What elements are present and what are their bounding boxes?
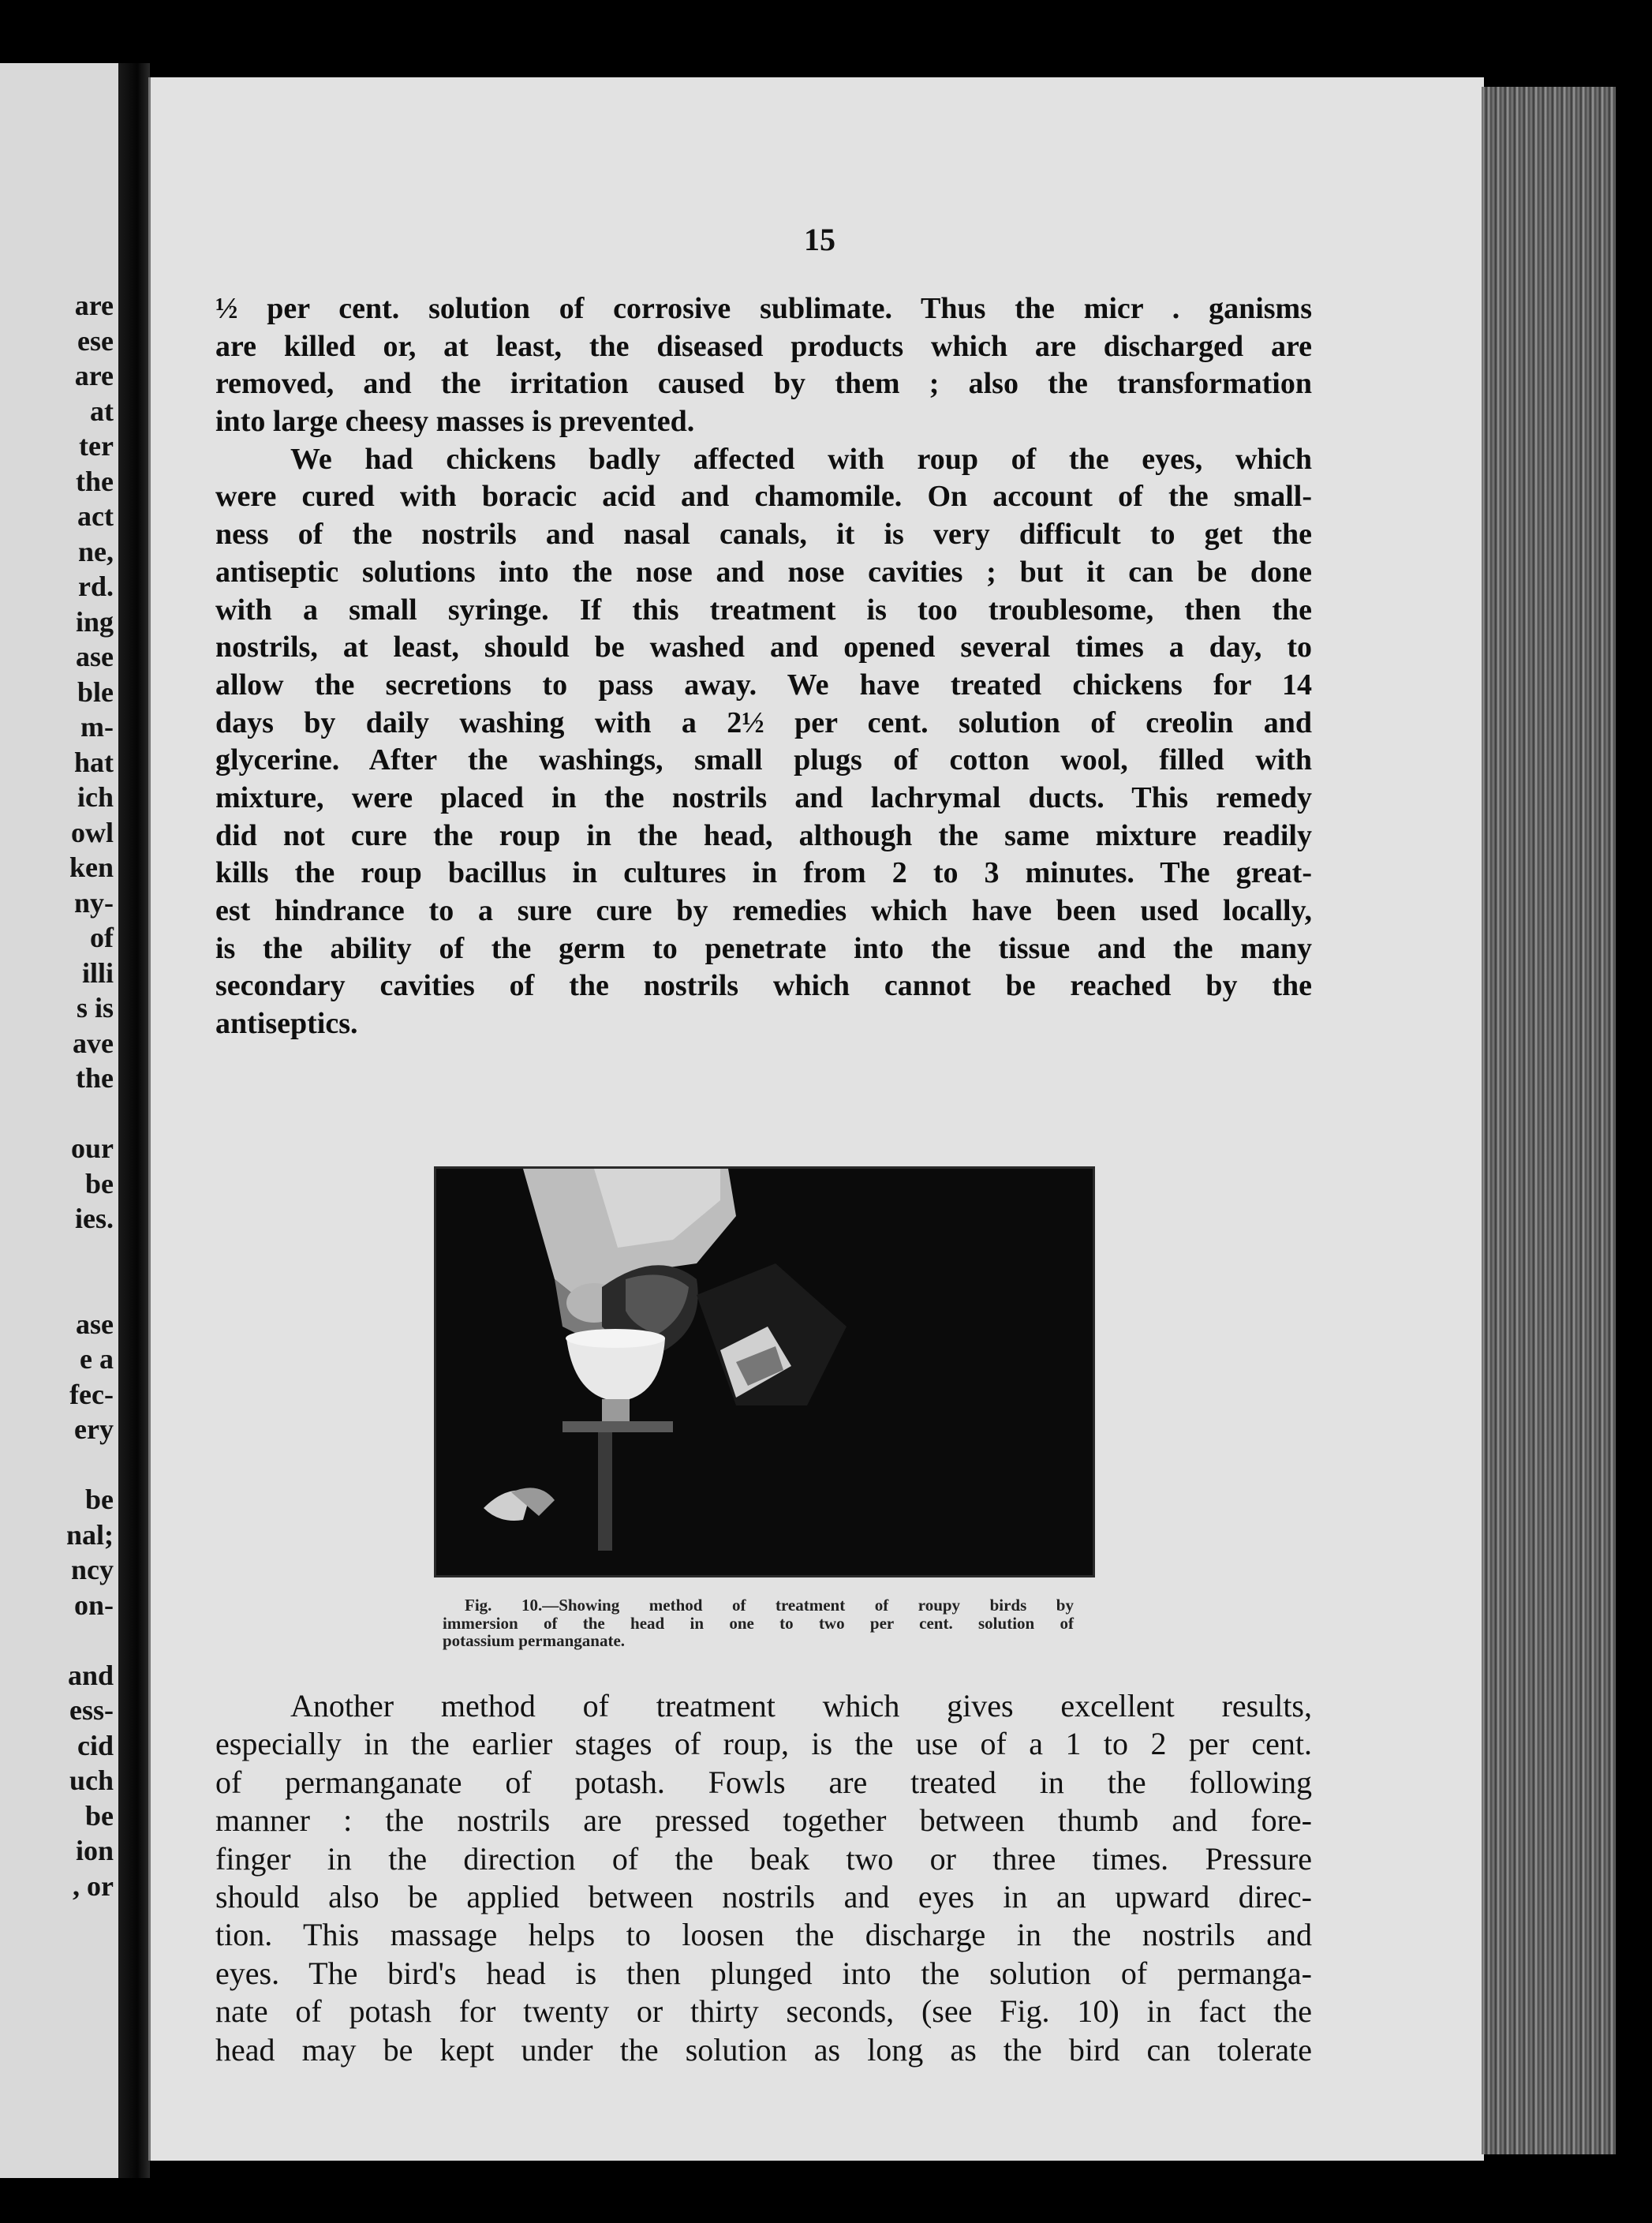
photo-illustration (436, 1169, 1093, 1575)
text-line: especially in the earlier stages of roup, is the use of a 1 to 2 per cent. (215, 1726, 1312, 1762)
left-page-fragment: ess- (69, 1694, 114, 1726)
caption-line: immersion of the head in one to two per cent. solution of (443, 1613, 1074, 1633)
text-line: tion. This massage helps to loosen the discharge in the nostrils and (215, 1917, 1312, 1953)
left-page-fragment: act (77, 500, 114, 532)
caption-line: Fig. 10.—Showing method of treatment of roupy birds by (465, 1596, 1074, 1615)
text-line: of permanganate of potash. Fowls are treated in the following (215, 1764, 1312, 1800)
page-fore-edge (1482, 87, 1616, 2154)
text-line: did not cure the roup in the head, although the same mixture readily (215, 818, 1312, 852)
left-page-fragment (0, 1447, 114, 1483)
left-page-fragment: hat (73, 746, 114, 778)
left-page-fragment: are (74, 360, 114, 391)
figure-10-photograph (434, 1166, 1095, 1577)
left-page-fragment: nal; (65, 1518, 114, 1551)
text-line: head may be kept under the solution as long as the bird can tolerate (215, 2031, 1312, 2068)
text-line: mixture, were placed in the nostrils and lachrymal ducts. This remedy (215, 780, 1312, 814)
left-page-fragment: e a (80, 1343, 114, 1375)
left-page-fragment: ich (77, 781, 114, 813)
left-page-fragment: ion (75, 1835, 114, 1866)
left-page-text-fragments (0, 288, 114, 1903)
left-page-fragment: the (76, 465, 114, 497)
text-line: antiseptics. (215, 1007, 358, 1041)
left-page-fragment: ave (73, 1027, 114, 1059)
left-page-fragment: on- (73, 1589, 114, 1621)
text-line: removed, and the irritation caused by them ; also the transformation (215, 367, 1312, 401)
left-page-fragment: rd. (78, 571, 114, 602)
paragraph-2 (215, 441, 1312, 1043)
text-line: are killed or, at least, the diseased products which are discharged are (215, 329, 1312, 363)
left-page-fragment: of (90, 922, 114, 953)
left-page-fragment: m- (80, 711, 114, 743)
left-page-fragment: ken (69, 851, 114, 883)
left-page-fragment: be (85, 1484, 114, 1515)
left-page-fragment: fec- (69, 1378, 114, 1410)
left-page-fragment: ase (76, 1308, 114, 1340)
left-page-fragment: ies. (75, 1203, 114, 1234)
left-page-fragment: be (85, 1799, 114, 1832)
text-line: nate of potash for twenty or thirty seconds, (see Fig. 10) in fact the (215, 1993, 1312, 2030)
page-number: 15 (804, 222, 835, 257)
paragraph-3 (215, 1687, 1312, 2069)
text-line: is the ability of the germ to penetrate into the tissue and the many (215, 931, 1312, 965)
left-page-fragment (0, 1237, 114, 1272)
left-page-fragment: our (71, 1132, 114, 1164)
left-page-fragment: ne, (78, 535, 114, 567)
left-page-fragment: are (74, 290, 114, 321)
left-page-fragment: ncy (71, 1554, 114, 1585)
text-line: should also be applied between nostrils and eyes in an upward direc- (215, 1878, 1312, 1914)
left-page-fragment (0, 1622, 114, 1658)
left-page-fragment: s is (76, 992, 114, 1024)
text-line: antiseptic solutions into the nose and nose cavities ; but it can be done (215, 555, 1312, 589)
text-line: kills the roup bacillus in cultures in from 2 to 3 minutes. The great- (215, 856, 1312, 890)
left-page-fragment: ese (77, 324, 114, 357)
left-page-fragment (0, 1271, 114, 1307)
left-page-fragment: at (90, 395, 114, 427)
text-line: We had chickens badly affected with roup of the eyes, which (290, 442, 1312, 476)
left-page-fragment: ery (74, 1413, 114, 1445)
left-page-fragment: the (76, 1062, 114, 1094)
text-line: secondary cavities of the nostrils which cannot be reached by the (215, 969, 1312, 1003)
text-line: allow the secretions to pass away. We have treated chickens for 14 (215, 668, 1312, 702)
left-page-fragment: , or (73, 1869, 114, 1902)
text-line: nostrils, at least, should be washed and opened several times a day, to (215, 631, 1312, 664)
text-line: finger in the direction of the beak two or three times. Pressure (215, 1840, 1312, 1877)
text-line: into large cheesy masses is prevented. (215, 405, 695, 439)
left-page-fragment: uch (69, 1765, 114, 1796)
text-line: were cured with boracic acid and chamomile. On account of the small- (215, 480, 1312, 514)
text-line: days by daily washing with a 2½ per cent. solution of creolin and (215, 705, 1312, 739)
paragraph-1 (215, 290, 1312, 441)
left-page-fragment: illi (81, 956, 114, 989)
figure-caption (443, 1596, 1074, 1650)
left-facing-page (0, 63, 118, 2178)
caption-line: potassium permanganate. (443, 1631, 626, 1650)
left-page-fragment: and (67, 1659, 114, 1691)
left-page-fragment: ing (75, 605, 114, 638)
text-line: Another method of treatment which gives excellent results, (290, 1688, 1312, 1723)
left-page-fragment: ase (76, 641, 114, 672)
book-page (148, 77, 1484, 2161)
text-line: manner : the nostrils are pressed together between thumb and fore- (215, 1802, 1312, 1839)
left-page-fragment: be (85, 1167, 114, 1199)
left-page-fragment: ny- (73, 886, 114, 919)
left-page-fragment: cid (77, 1729, 114, 1761)
book-gutter (118, 63, 150, 2178)
left-page-fragment (0, 1096, 114, 1132)
text-line: eyes. The bird's head is then plunged into the solution of permanga- (215, 1955, 1312, 1991)
text-line: ½ per cent. solution of corrosive sublimate. Thus the micr . ganisms (215, 292, 1312, 325)
left-page-fragment: owl (71, 816, 114, 848)
body-text-upper (215, 290, 1312, 1043)
left-page-fragment: ter (79, 430, 114, 462)
left-page-fragment: ble (77, 676, 114, 708)
text-line: glycerine. After the washings, small plugs of cotton wool, filled with (215, 743, 1312, 777)
text-line: with a small syringe. If this treatment is too troublesome, then the (215, 593, 1312, 627)
text-line: ness of the nostrils and nasal canals, it is very difficult to get the (215, 518, 1312, 552)
text-line: est hindrance to a sure cure by remedies which have been used locally, (215, 894, 1312, 927)
